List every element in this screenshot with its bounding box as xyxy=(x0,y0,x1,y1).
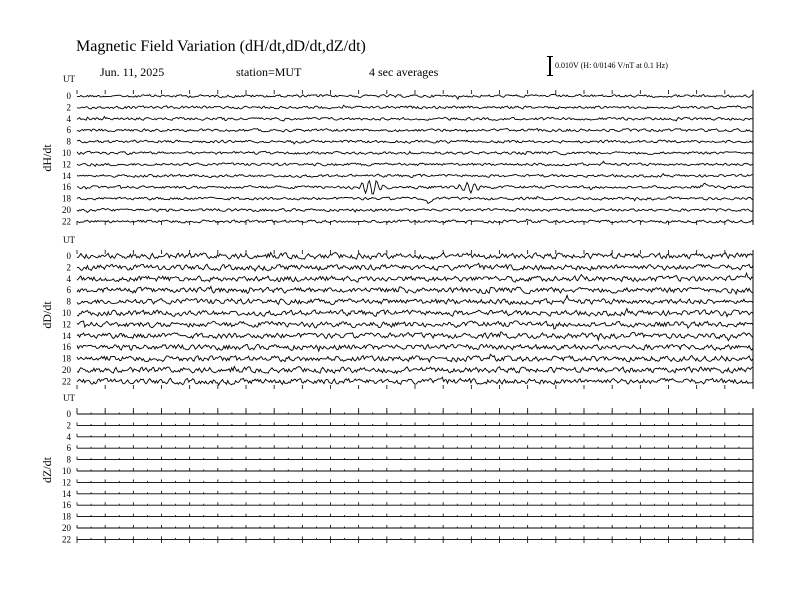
trace-label: 12 xyxy=(62,477,71,488)
trace-label: 10 xyxy=(62,466,71,476)
trace-line xyxy=(77,181,753,194)
time-axis-label: UT xyxy=(63,393,75,403)
trace-line xyxy=(77,273,753,282)
trace-label: 20 xyxy=(62,205,71,215)
trace-label: 14 xyxy=(62,488,71,499)
trace-line xyxy=(77,321,753,329)
trace-line xyxy=(77,295,753,304)
trace-label: 20 xyxy=(62,365,71,375)
trace-label: 22 xyxy=(62,376,71,387)
trace-label: 4 xyxy=(66,113,71,124)
trace-label: 0 xyxy=(66,409,71,419)
panel-ylabel: dZ/dt xyxy=(40,457,54,483)
trace-line xyxy=(77,208,753,212)
trace-line xyxy=(77,344,753,351)
trace-label: 22 xyxy=(62,534,71,545)
trace-line xyxy=(77,366,753,373)
trace-label: 8 xyxy=(66,296,71,307)
trace-label: 8 xyxy=(66,454,71,465)
trace-line xyxy=(77,286,753,294)
trace-line xyxy=(77,197,753,204)
trace-line xyxy=(77,129,753,132)
trace-line xyxy=(77,263,753,271)
trace-label: 2 xyxy=(66,262,71,273)
trace-label: 6 xyxy=(66,285,71,296)
trace-line xyxy=(77,377,753,385)
chart-title: Magnetic Field Variation (dH/dt,dD/dt,dZ/dt) xyxy=(76,38,366,55)
trace-label: 6 xyxy=(66,125,71,136)
date-label: Jun. 11, 2025 xyxy=(100,65,165,79)
panel-ylabel: dH/dt xyxy=(40,144,54,172)
trace-line xyxy=(77,354,753,362)
trace-label: 12 xyxy=(62,159,71,170)
trace-label: 18 xyxy=(62,511,71,522)
trace-label: 8 xyxy=(66,136,71,147)
trace-label: 22 xyxy=(62,216,71,227)
time-axis-label: UT xyxy=(63,235,75,245)
panel-ylabel: dD/dt xyxy=(40,301,54,329)
trace-label: 16 xyxy=(62,342,71,353)
trace-line xyxy=(77,94,753,99)
trace-label: 0 xyxy=(66,91,71,101)
trace-line xyxy=(77,140,753,144)
averaging-label: 4 sec averages xyxy=(369,65,439,79)
trace-label: 20 xyxy=(62,523,71,533)
trace-label: 10 xyxy=(62,308,71,318)
trace-label: 18 xyxy=(62,353,71,364)
time-axis-label: UT xyxy=(63,74,75,84)
trace-label: 10 xyxy=(62,148,71,158)
trace-line xyxy=(77,309,753,317)
trace-label: 6 xyxy=(66,443,71,454)
scale-bar-label: 0.010V (H: 0/0146 V/nT at 0.1 Hz) xyxy=(555,61,668,70)
trace-label: 12 xyxy=(62,319,71,330)
station-label: station=MUT xyxy=(236,65,302,79)
trace-label: 2 xyxy=(66,420,71,431)
trace-label: 0 xyxy=(66,251,71,261)
trace-label: 2 xyxy=(66,102,71,113)
trace-line xyxy=(77,151,753,154)
trace-label: 16 xyxy=(62,500,71,511)
trace-label: 16 xyxy=(62,182,71,193)
trace-line xyxy=(77,332,753,341)
trace-line xyxy=(77,117,753,121)
trace-label: 14 xyxy=(62,170,71,181)
trace-label: 4 xyxy=(66,273,71,284)
trace-line xyxy=(77,161,753,166)
trace-label: 14 xyxy=(62,330,71,341)
trace-line xyxy=(77,174,753,178)
trace-label: 4 xyxy=(66,431,71,442)
trace-line xyxy=(77,105,753,109)
trace-label: 18 xyxy=(62,193,71,204)
